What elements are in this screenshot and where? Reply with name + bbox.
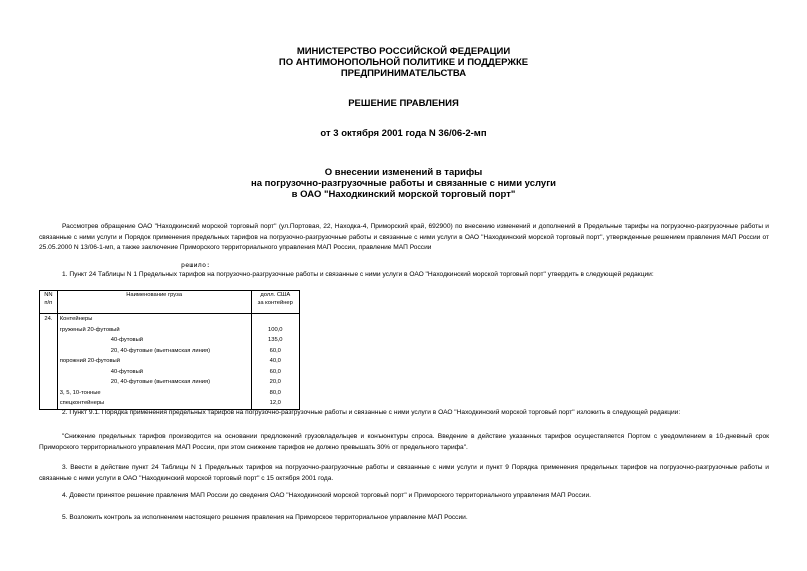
header-number-text: NN п/п	[44, 292, 53, 306]
row-number-cell	[40, 314, 58, 410]
cargo-name: порожний 20-футовый	[59, 358, 120, 364]
table-body-row	[40, 314, 300, 410]
document-date-number: от 3 октября 2001 года N 36/06-2-мп	[320, 128, 487, 139]
tariff-value: 60,0	[269, 347, 281, 354]
ministry-line-1: МИНИСТЕРСТВО РОССИЙСКОЙ ФЕДЕРАЦИИ	[296, 46, 511, 57]
item-3-paragraph: 3. Ввести в действие пункт 24 Таблицы N 1 Предельных тарифов на погрузочно-разгрузочные работы и связанные с ними услуги и пункт 9 Порядка применения предельных тарифов на погрузочно-разгрузочные работы и связанные с ними услуги в ОАО "Находкинский морской торговый порт" с 15 октября 2001 года.	[39, 464, 769, 482]
tariff-value: 40,0	[269, 358, 281, 364]
ministry-line-3: ПРЕДПРИНИМАТЕЛЬСТВА	[340, 68, 467, 79]
tariff-value	[252, 314, 299, 325]
tariff-value: 135,0	[268, 337, 283, 343]
tariff-value: 100,0	[268, 326, 283, 333]
document-type: РЕШЕНИЕ ПРАВЛЕНИЯ	[348, 98, 459, 109]
decided-label: решило:	[181, 261, 211, 269]
subject-line-2: на погрузочно-разгрузочные работы и связанные с ними услуги	[251, 178, 556, 189]
subject-line-1: О внесении изменений в тарифы	[324, 167, 483, 178]
header-value	[251, 291, 299, 314]
item-5-paragraph: 5. Возложить контроль за исполнением настоящего решения правления на Приморское территориальное управление МАП России.	[62, 514, 468, 521]
item-4-paragraph: 4. Довести принятое решение правления МАП России до сведения ОАО "Находкинский морской торговый порт" и Приморского территориального управления МАП России.	[62, 492, 592, 499]
tariff-value: 20,0	[269, 379, 281, 385]
subject-line-3: в ОАО "Находкинский морской торговый порт"	[291, 189, 516, 200]
ministry-line-2: ПО АНТИМОНОПОЛЬНОЙ ПОЛИТИКЕ И ПОДДЕРЖКЕ	[278, 57, 529, 68]
cargo-name: спецконтейнеры	[59, 400, 105, 406]
header-cargo-name: Наименование груза	[57, 291, 251, 314]
header-number	[40, 291, 58, 314]
tariff-value: 80,0	[269, 389, 281, 396]
value-cell	[251, 314, 299, 410]
item-2-paragraph: 2. Пункт 9.1. Порядка применения предельных тарифов на погрузочно-разгрузочные работы и связанные с ними услуги в ОАО "Находкинский морской торговый порт" изложить в следующей редакции:	[62, 409, 681, 416]
cargo-name: 40-футовый	[110, 368, 144, 375]
tariff-table	[39, 290, 300, 410]
cargo-name: 3, 5, 10-тонные	[59, 389, 101, 396]
item-1-paragraph: 1. Пункт 24 Таблицы N 1 Предельных тарифов на погрузочно-разгрузочные работы и связанные с ними услуги в ОАО "Находкинский морской торговый порт" утвердить в следующей редакции:	[62, 271, 654, 278]
quote-paragraph: "Снижение предельных тарифов производится на основании предложений грузовладельцев и конъюнктуры спроса. Введение в действие указанных тарифов осуществляется Портом с уведомлением в 10-дневный срок Приморского территориального управления МАП России, при этом снижение тарифов не должно превышать 30% от предельного тарифа".	[39, 433, 769, 451]
tariff-value: 60,0	[269, 368, 281, 375]
cargo-name-cell	[57, 314, 251, 410]
row-number: 24.	[44, 316, 53, 322]
header-value-text: долл. США за контейнер	[257, 292, 293, 306]
preamble-paragraph: Рассмотрев обращение ОАО "Находкинский морской торговый порт" (ул.Портовая, 22, Находка-4, Приморский край, 692900) по внесению изменений и дополнений в Предельные тарифы на погрузочно-разгрузочные работы и связанные с ними услуги и Порядок применения предельных тарифов на погрузочно-разгрузочные работы и связанные с ними услуги в ОАО "Находкинский морской торговый порт", утвержденные решением правления МАП России от 25.05.2000 N 13/06-1-мп, а также заключение Приморского территориального управления МАП России, правление МАП России	[39, 223, 769, 251]
tariff-value: 12,0	[269, 400, 281, 406]
cargo-name: Контейнеры	[59, 316, 93, 322]
cargo-name: 40-футовый	[110, 337, 144, 343]
table-header-row	[40, 291, 300, 314]
cargo-name: 20, 40-футовые (вьетнамская линия)	[110, 379, 211, 385]
cargo-name: 20, 40-футовые (вьетнамская линия)	[110, 347, 211, 354]
cargo-name: груженый 20-футовый	[59, 326, 120, 333]
